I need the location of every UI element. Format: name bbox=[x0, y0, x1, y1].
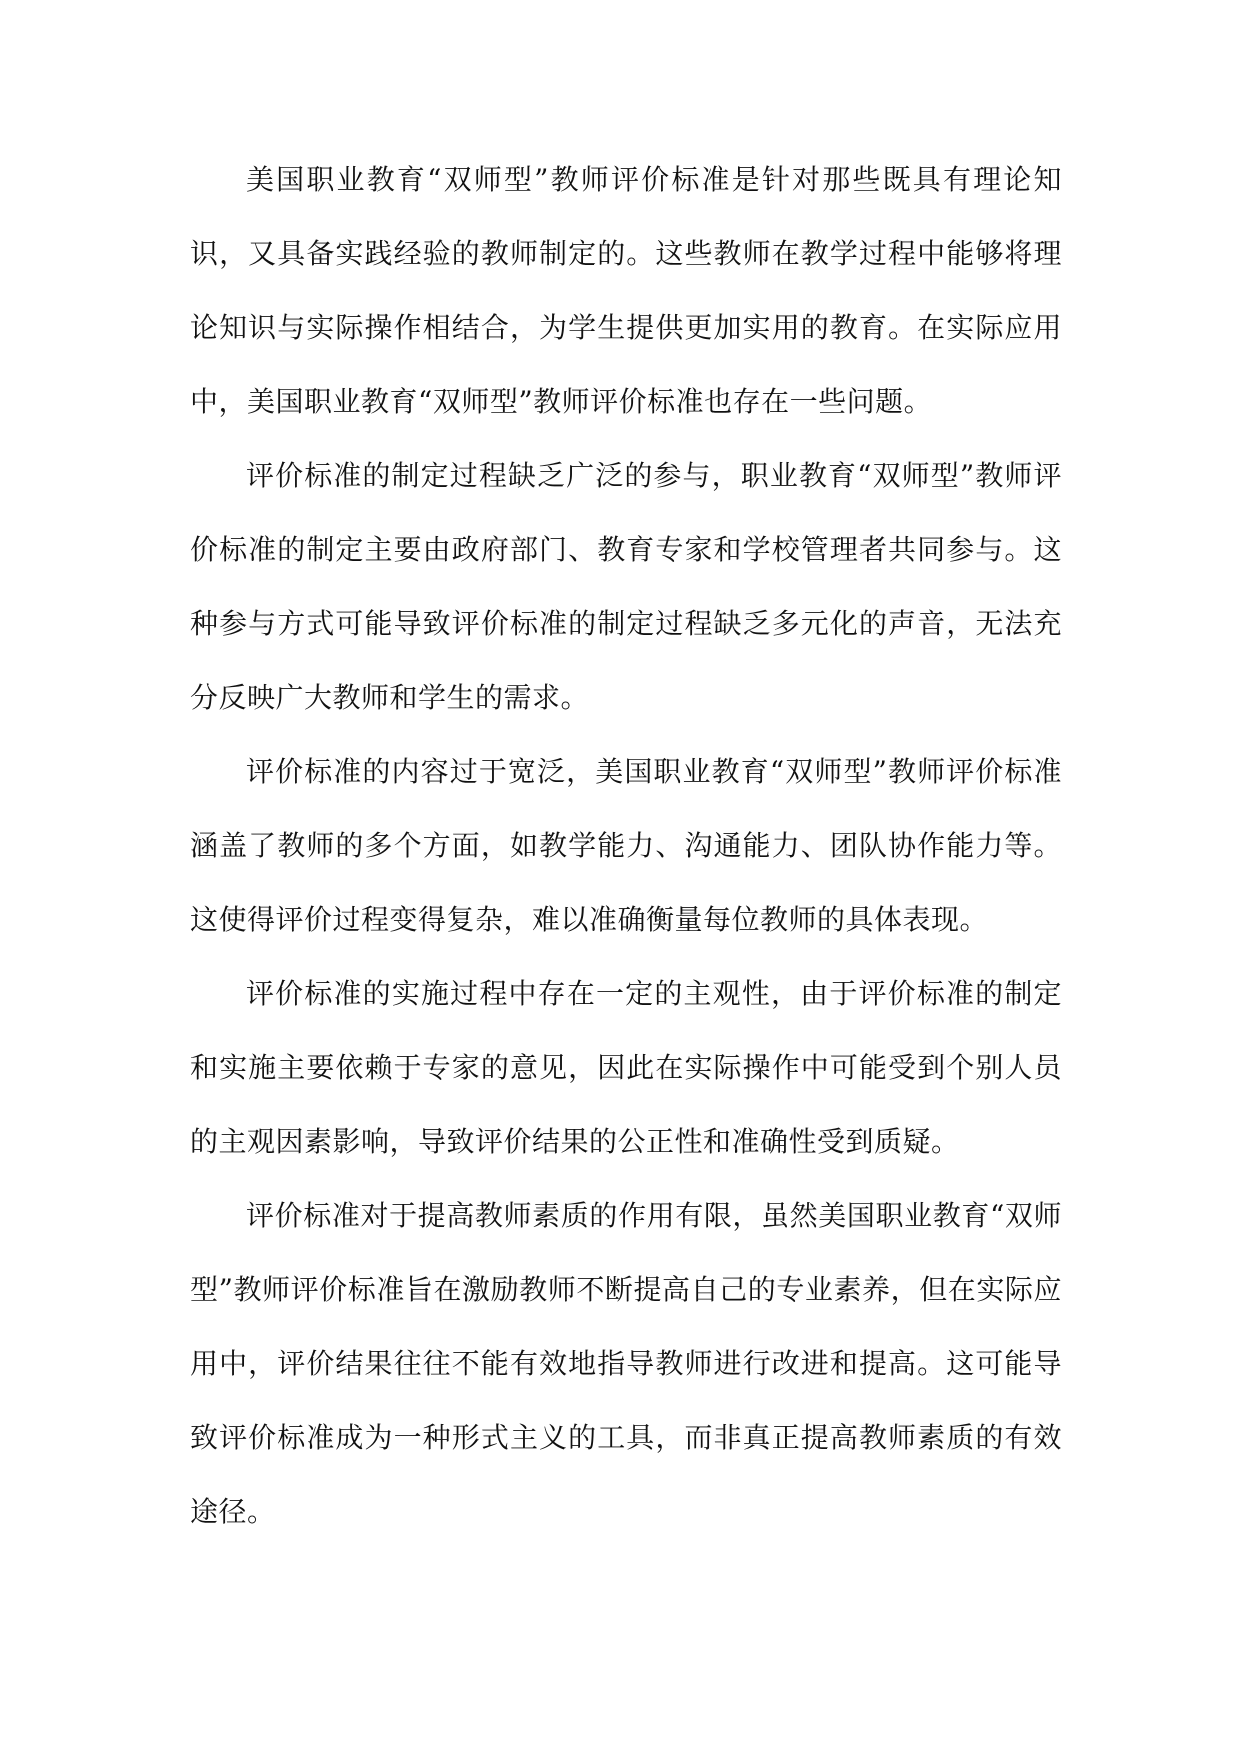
paragraph-limited-effect: 评价标准对于提高教师素质的作用有限，虽然美国职业教育“双师型”教师评价标准旨在激励教师不断提高自己的专业素养，但在实际应用中，评价结果往往不能有效地指导教师进行改进和提高。这可能导致评价标准成为一种形式主义的工具，而非真正提高教师素质的有效途径。 bbox=[190, 1199, 1062, 1528]
paragraph-participation: 评价标准的制定过程缺乏广泛的参与，职业教育“双师型”教师评价标准的制定主要由政府部门、教育专家和学校管理者共同参与。这种参与方式可能导致评价标准的制定过程缺乏多元化的声音，无法充分反映广大教师和学生的需求。 bbox=[190, 459, 1062, 714]
paragraph-intro: 美国职业教育“双师型”教师评价标准是针对那些既具有理论知识，又具备实践经验的教师制定的。这些教师在教学过程中能够将理论知识与实际操作相结合，为学生提供更加实用的教育。在实际应用中，美国职业教育“双师型”教师评价标准也存在一些问题。 bbox=[190, 163, 1062, 418]
paragraph-subjectivity: 评价标准的实施过程中存在一定的主观性，由于评价标准的制定和实施主要依赖于专家的意见，因此在实际操作中可能受到个别人员的主观因素影响，导致评价结果的公正性和准确性受到质疑。 bbox=[190, 977, 1062, 1158]
paragraph-content-scope: 评价标准的内容过于宽泛，美国职业教育“双师型”教师评价标准涵盖了教师的多个方面，如教学能力、沟通能力、团队协作能力等。这使得评价过程变得复杂，难以准确衡量每位教师的具体表现。 bbox=[190, 755, 1062, 936]
document-body bbox=[190, 143, 1062, 1549]
